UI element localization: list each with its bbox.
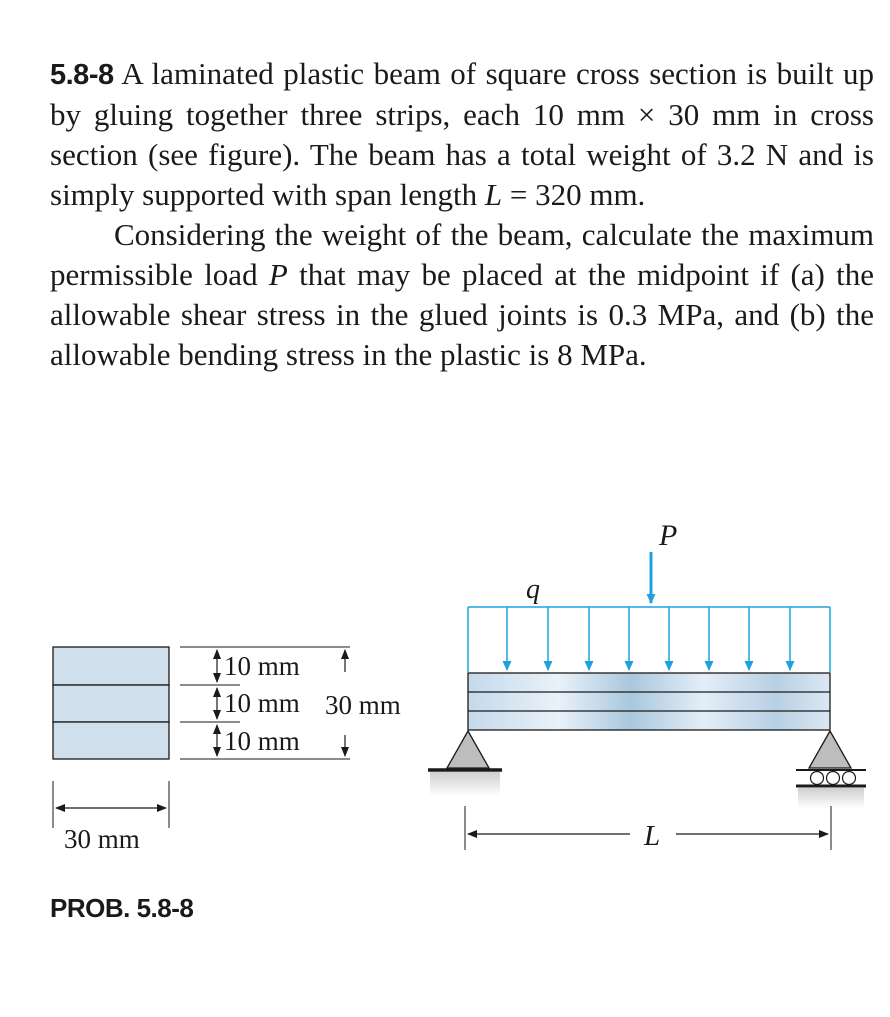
problem-text-1b: = 320 mm. (502, 177, 646, 212)
strip-label-bottom: 10 mm (224, 726, 300, 756)
figure-caption: PROB. 5.8-8 (50, 893, 194, 923)
problem-text-2b: that may be placed at the midpoint if (a) the allowable shear stress in the glued joints is 0.3 MPa, and (b) the allowable bending stress in the plastic is 8 MPa. (50, 257, 874, 372)
beam-diagram (428, 519, 866, 852)
width-label: 30 mm (64, 824, 140, 854)
laminated-beam (468, 673, 830, 730)
strip-label-middle: 10 mm (224, 688, 300, 718)
problem-number: 5.8-8 (50, 59, 114, 91)
distributed-load-label: q (526, 574, 540, 605)
roller-support (796, 731, 866, 808)
problem-text-2a: Considering the weight of the beam, calculate the maximum permissible load (50, 217, 874, 292)
cross-section (53, 647, 401, 854)
span-symbol: L (484, 177, 503, 212)
point-load-label: P (659, 519, 678, 552)
cross-section-strip-top (53, 647, 169, 685)
problem-text-1a: A laminated plastic beam of square cross section is built up by gluing together three strips, each 10 mm × 30 mm in cross section (see figure). The beam has a total weight of 3.2 N and is simply supported with span length (50, 56, 874, 212)
cross-section-strip-bottom (53, 722, 169, 759)
height-label: 30 mm (325, 690, 401, 720)
strip-label-top: 10 mm (224, 651, 300, 681)
pin-support (428, 731, 502, 796)
span-label: L (644, 820, 661, 852)
cross-section-strip-middle (53, 685, 169, 722)
load-symbol: P (268, 257, 288, 292)
